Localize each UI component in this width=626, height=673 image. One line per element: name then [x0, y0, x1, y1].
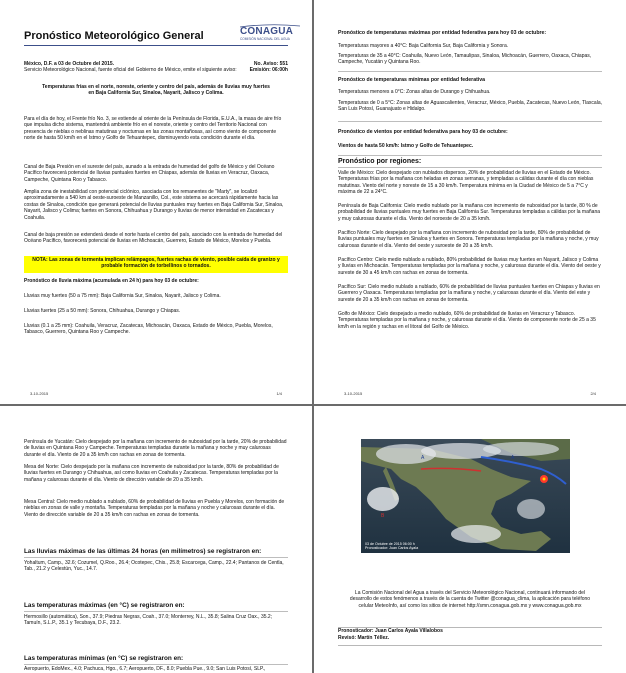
- issuer-line: Servicio Meteorológico Nacional, fuente oficial del Gobierno de México, emite el siguiente aviso:: [24, 67, 237, 74]
- document-page-1: [0, 0, 312, 404]
- rain-fuertes: Lluvias fuertes (25 a 50 mm): Sonora, Chihuahua, Durango y Chiapas.: [24, 308, 181, 314]
- tmax-title: Pronóstico de temperaturas máximas por entidad federativa para hoy 03 de octubre:: [338, 30, 547, 36]
- credits-box: [338, 627, 602, 646]
- aviso-number: No. Aviso: 551: [253, 61, 288, 67]
- section-divider: [338, 121, 602, 122]
- logo-swoosh-icon: [240, 24, 300, 28]
- satellite-weather-map: [361, 439, 570, 553]
- rain-general: Lluvias (0.1 a 25 mm): Coahuila, Veracruz, Zacatecas, Michoacán, Oaxaca, Estado de México, Puebla, Morelos, Tabasco, Guerrero, Quintana Roo y Campeche.: [24, 323, 273, 336]
- date-line: México, D.F. a 03 de Octubre del 2015.: [24, 61, 115, 67]
- emision-time: Emisión: 06:00h: [249, 67, 288, 74]
- region-mesa-central: Mesa Central: Cielo medio nublado a nublado, 60% de probabilidad de lluvias en Puebla y Morelos, con formación de nieblas en zonas de valle y montaña. Temperaturas templadas por la mañana y noche y calurosas durante el día. Viento de dirección variable de 20 a 35 km/h con rachas en zonas de tormenta.: [24, 499, 285, 518]
- tmin-title: Pronóstico de temperaturas mínimas por entidad federativa: [338, 77, 486, 83]
- paragraph-inestabilidad-marty: Amplia zona de inestabilidad con potencial ciclónico, asociada con los remanentes de "Marty", se localizó aproximadamente a 540 km al oeste-suroeste de Manzanillo, Col., este sistema se acercará rápidamente hacia las costas de Sinaloa, condición que generará potencial de lluvias puntuales muy fuertes en Baja California Sur, Sinaloa, Nayarit, Jalisco y Colima; fuertes en Sonora, Chihuahua y Durango y lluvias de menor intensidad en Zacatecas y Coahuila.: [24, 189, 284, 221]
- storm-note-banner: NOTA: Las zonas de tormenta implican relámpagos, fuertes rachas de viento, posible caída de granizo y probable formación de torbellinos o tornados.: [24, 256, 288, 273]
- tmin-0-5: Temperaturas de 0 a 5°C: Zonas altas de Aguascalientes, Veracruz, México, Puebla, Zacatecas, Nuevo León, Tlaxcala, San Luis Potosí, Guanajuato e Hidalgo.: [338, 100, 602, 113]
- rain-muy-fuertes: Lluvias muy fuertes (50 a 75 mm): Baja California Sur, Sinaloa, Nayarit, Jalisco y Colima.: [24, 293, 221, 299]
- page-title: Pronóstico Meteorológico General: [24, 30, 204, 42]
- footer-page-number: 1/4: [276, 391, 282, 396]
- tmin-menores-0: Temperaturas menores a 0°C: Zonas altas de Durango y Chihuahua.: [338, 89, 491, 95]
- section-divider: [24, 611, 288, 612]
- reviewer-line: Revisó: Martín Téllez.: [338, 635, 390, 641]
- paragraph-canal-baja-presion: Canal de Baja Presión en el sureste del país, aunado a la entrada de humedad del golfo de México y del Océano Pacífico favorecerá potencial de lluvias puntuales fuertes en Chiapas, además de lluvias en Veracruz, Oaxaca, Campeche, Quintana Roo y Tabasco.: [24, 164, 275, 183]
- svg-text:A: A: [511, 455, 515, 461]
- footer-date: 3-10-2015: [30, 391, 49, 396]
- region-pacifico-sur: Pacífico Sur: Cielo medio nublado a nublado, 60% de probabilidad de lluvias puntuales fuertes en Chiapas y lluvias en Guerrero y Oaxaca. Temperaturas templadas por la mañana y noche, y calurosas durante el día. Viento del este y sureste de 20 a 35 km/h con rachas en zonas de tormenta.: [338, 284, 600, 303]
- svg-text:B: B: [381, 513, 385, 519]
- region-pacifico-norte: Pacífico Norte: Cielo despejado por la mañana con incremento de nubosidad por la tarde, 80% de probabilidad de lluvias puntuales muy fuertes en Sinaloa y fuertes en Sonora. Temperaturas templadas por la mañana y noche, y muy calurosas durante el día. Viento del oeste y suroeste de 20 a 35 km/h.: [338, 230, 599, 249]
- tmax24-title: Las temperaturas máximas (en °C) se registraron en:: [24, 602, 185, 609]
- region-baja-california: Península de Baja California: Cielo medio nublado por la mañana con incremento de nubosidad por la tarde, 80 % de probabilidad de lluvias puntuales muy fuertes en Baja California Sur. Temperaturas templadas a cálidas por la mañana y muy calurosas durante el día. Viento del noroeste de 20 a 35 km/h.: [338, 203, 601, 222]
- notice-meta: [24, 61, 288, 74]
- document-page-4: [314, 406, 626, 673]
- paragraph-canal-centro: Canal de baja presión se extenderá desde el norte hasta el centro del país, asociado con la entrada de humedad del Océano Pacífico, favorecerá potencial de lluvias en Michoacán, Guerrero, Estado de México, Morelos y Puebla.: [24, 232, 283, 245]
- headline: Temperaturas frías en el norte, noreste, oriente y centro del país, además de lluvias muy fuertes en Baja California Sur, Sinaloa, Nayarit, Jalisco y Colima.: [42, 84, 270, 97]
- rain-forecast-title: Pronóstico de lluvia máxima (acumulada en 24 h) para hoy 03 de octubre:: [24, 278, 199, 284]
- info-paragraph: La Comisión Nacional del Agua a través del Servicio Meteorológico Nacional, continuará informando del desarrollo de estos fenómenos a través de la cuenta de Twitter @conagua_clima, la aplicación para teléfono celular MeteoInfo, así como los sitios de internet http://smn.conagua.gob.mx y www.conagua.gob.mx: [349, 590, 591, 609]
- tmin24-values: Aeropuerto, EdoMex., 4.0; Pachuca, Hgo., 6.7; Aeropuerto, DF., 8.0; Puebla Pue., 9.0; San Luis Potosí, SLP.,: [24, 666, 266, 672]
- svg-text:A: A: [421, 455, 425, 461]
- section-divider: [338, 167, 602, 168]
- regions-title: Pronóstico por regiones:: [338, 158, 422, 165]
- region-mesa-del-norte: Mesa del Norte: Cielo despejado por la mañana con incremento de nubosidad por la tarde, 80% de probabilidad de lluvias fuertes en Durango y Chihuahua, así como lluvias en Coahuila y Zacatecas. Temperaturas templadas por la mañana y calurosas durante el día. Viento de dirección variable de 20 a 35 km/h.: [24, 464, 279, 483]
- section-divider: [338, 155, 602, 156]
- footer-page-number: 2/4: [590, 391, 596, 396]
- document-page-3: [0, 406, 312, 673]
- wind-title: Pronóstico de vientos por entidad federativa para hoy 03 de octubre:: [338, 129, 508, 135]
- rain24-values: Yohaltum, Camp., 32.6; Cozumel, Q.Roo., 26.4; Ocotepec, Chis., 25.8; Escarcega, Camp., 22.4; Pantanos de Centla, Tab., 21.2 y Celestún, Yuc., 14.7.: [24, 560, 284, 573]
- tmax-35-40: Temperaturas de 35 a 40°C: Coahuila, Nuevo León, Tamaulipas, Sinaloa, Michoacán, Guerrero, Oaxaca, Chiapas, Campeche, Yucatán y Quintana Roo.: [338, 53, 592, 66]
- footer-date: 3-10-2015: [344, 391, 363, 396]
- tmax24-values: Hermosillo (automática), Son., 37.9; Piedras Negras, Coah., 37.0; Monterrey, N.L., 35.8; Salina Cruz Oax., 35.2; Tamuín, S.L.P., 35.1 y Tecubaya, D.F., 23.2.: [24, 614, 273, 627]
- map-caption-forecaster: Pronosticador: Juan Carlos Ayala: [365, 546, 419, 551]
- rain24-title: Las lluvias máximas de las últimas 24 horas (en milímetros) se registraron en:: [24, 548, 262, 555]
- conagua-logo: CONAGUA COMISIÓN NACIONAL DEL AGUA: [240, 26, 300, 41]
- map-caption-date: 03 de Octubre de 2015 06:00 h: [365, 541, 415, 546]
- wind-50kmh: Vientos de hasta 50 km/h: Istmo y Golfo de Tehuantepec.: [338, 143, 474, 149]
- paragraph-frente-frio: Para el día de hoy, el Frente frío No. 3, se extiende al oriente de la Península de Florida, E.U.A., la masa de aire frío que impulsa dicho sistema, mantendrá ambiente frío en el noreste, oriente y centro del Territorio Nacional con presencia de nieblas o neblinas matutinas y nocturnas en las zonas montañosas, así como viento de componente norte de hasta 50 km/h en el Istmo y Golfo de Tehuantepec, disminuyendo esta condición durante el día.: [24, 116, 282, 142]
- section-divider: [338, 71, 602, 72]
- region-pacifico-centro: Pacífico Centro: Cielo medio nublado a nublado, 80% probabilidad de lluvias muy fuertes en Nayarit, Jalisco y Colima y lluvias en Michoacán. Temperaturas templadas por la mañana y noche, y calurosas durante el día. Viento del oeste y sureste de 30 a 45 km/h con rachas en zonas de tormenta.: [338, 257, 601, 276]
- header-divider: [24, 45, 288, 46]
- satellite-map-icon: [361, 439, 570, 553]
- section-divider: [24, 557, 288, 558]
- region-peninsula-yucatan: Península de Yucatán: Cielo despejado por la mañana con incremento de nubosidad por la tarde, 20% de probabilidad de lluvias en Quintana Roo y Campeche. Temperaturas templadas durante la mañana y noche y muy calurosas durante el día. Viento de 20 a 35 km/h con rachas en zonas de tormenta.: [24, 439, 287, 458]
- region-golfo-de-mexico: Golfo de México: Cielo despejado a medio nublado, 60% de probabilidad de lluvias en Veracruz y Tabasco. Temperaturas templadas por la mañana y noche, y calurosas durante el día. Viento de componente norte de 25 a 35 km/h en la región y rachas en el litoral del Golfo de México.: [338, 311, 596, 330]
- tmin24-title: Las temperaturas mínimas (en °C) se registraron en:: [24, 655, 184, 662]
- tmax-mayores-40: Temperaturas mayores a 40°C: Baja California Sur, Baja California y Sonora.: [338, 43, 509, 49]
- forecaster-line: Pronosticador: Juan Carlos Ayala Villalobos: [338, 628, 443, 634]
- document-page-2: [314, 0, 626, 404]
- region-valle-de-mexico: Valle de México: Cielo despejado con nublados dispersos, 20% de probabilidad de lluvias en el Estado de México. Temperaturas frías por la mañana con heladas en zonas serranas, y templadas a cálidas durante el día con nieblas matutinas. Viento del norte y noreste de 15 a 30 km/h. Temperatura mínima en la Ciudad de México de 5 a 7°C y máxima de 22 a 24°C.: [338, 170, 594, 196]
- section-divider: [24, 664, 288, 665]
